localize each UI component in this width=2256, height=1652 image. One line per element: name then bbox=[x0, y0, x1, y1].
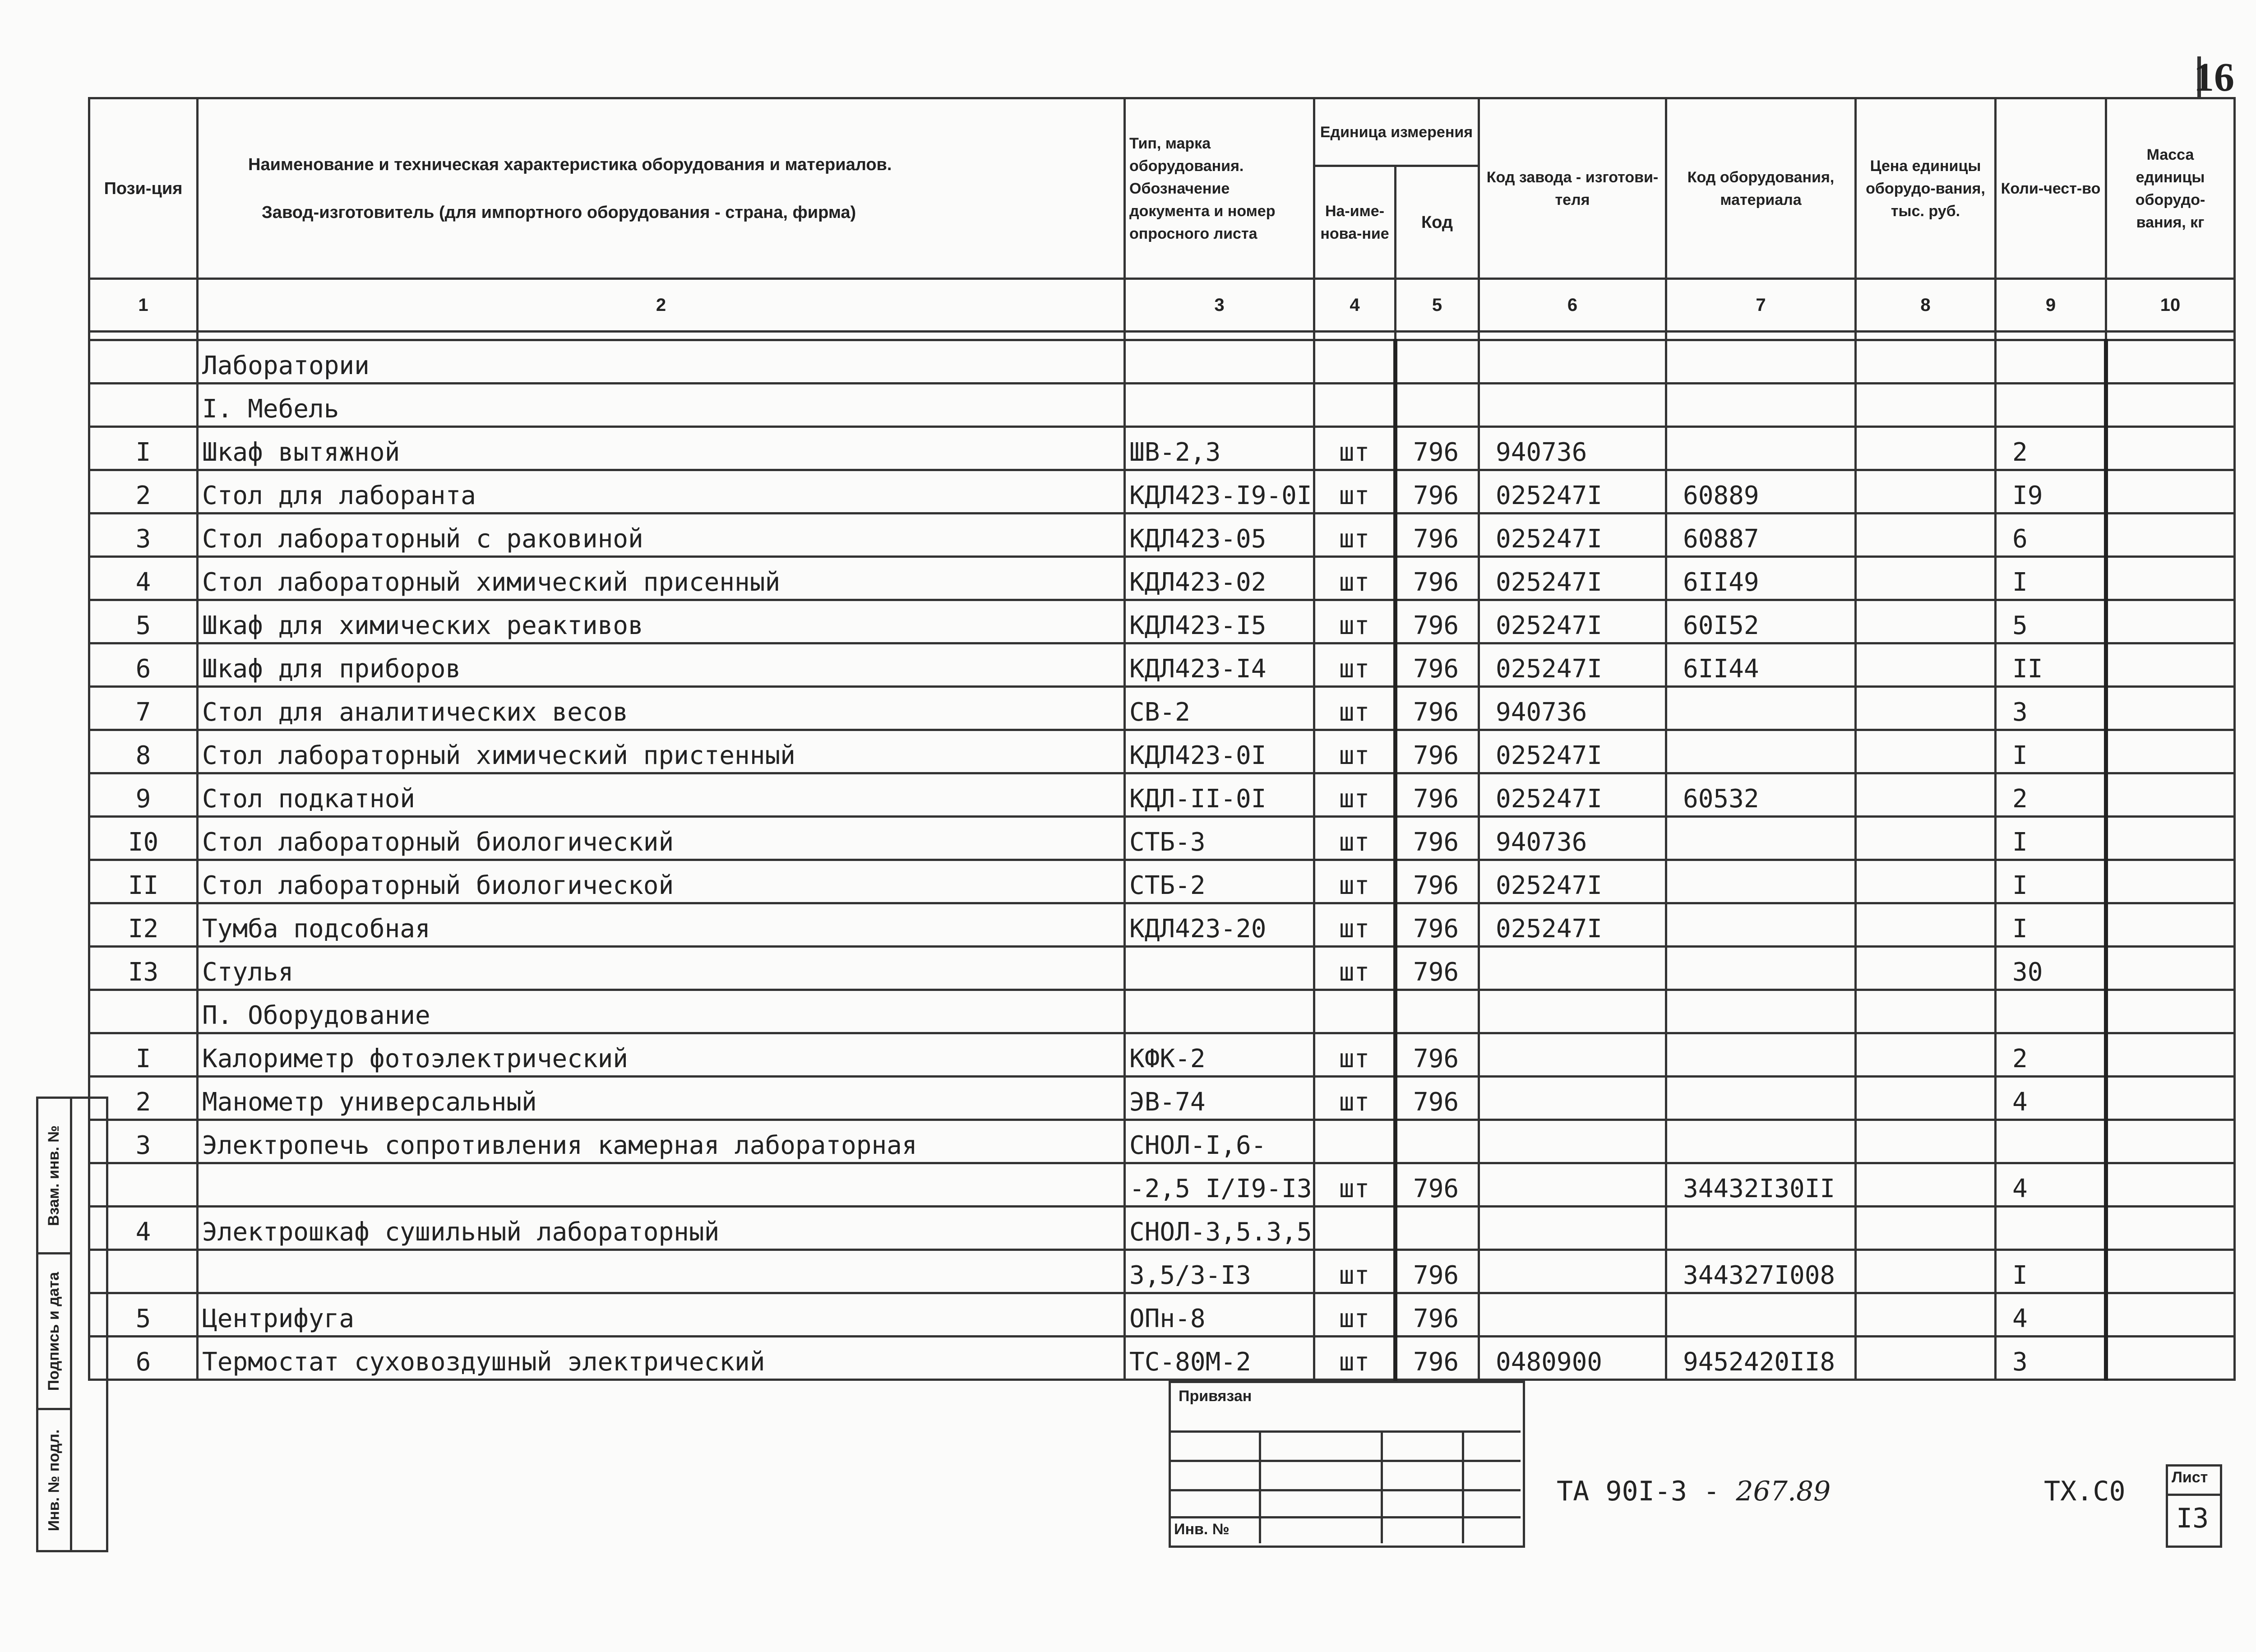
row-unit-code: 796 bbox=[1396, 1293, 1479, 1337]
row-name: Стулья bbox=[198, 947, 1125, 990]
header-unit: Единица измерения bbox=[1314, 98, 1479, 166]
row-manufacturer-code: 940736 bbox=[1479, 817, 1666, 860]
row-type-mark: СВ-2 bbox=[1125, 687, 1314, 730]
row-unit-code: 796 bbox=[1396, 427, 1479, 470]
row-position: 6 bbox=[89, 1337, 198, 1380]
column-number: 9 bbox=[1996, 279, 2106, 332]
row-manufacturer-code: 025247I bbox=[1479, 903, 1666, 947]
row-equipment-code bbox=[1666, 687, 1856, 730]
row-name: Стол лабораторный химический присенный bbox=[198, 557, 1125, 600]
row-name: Стол лабораторный с раковиной bbox=[198, 514, 1125, 557]
row-unit-name: шт bbox=[1314, 817, 1396, 860]
row-position: 5 bbox=[89, 1293, 198, 1337]
empty-cell bbox=[1125, 384, 1314, 427]
row-manufacturer-code bbox=[1479, 1163, 1666, 1207]
row-unit-name: шт bbox=[1314, 427, 1396, 470]
row-unit-name: шт bbox=[1314, 470, 1396, 514]
row-equipment-code bbox=[1666, 903, 1856, 947]
row-equipment-code bbox=[1666, 730, 1856, 773]
row-mass bbox=[2106, 1337, 2235, 1380]
table-row bbox=[89, 1337, 2235, 1380]
row-unit-name: шт bbox=[1314, 557, 1396, 600]
row-quantity bbox=[1996, 1207, 2106, 1250]
row-equipment-code bbox=[1666, 427, 1856, 470]
row-type-mark: 3,5/3-I3 bbox=[1125, 1250, 1314, 1293]
row-quantity: I bbox=[1996, 817, 2106, 860]
row-price bbox=[1856, 1293, 1996, 1337]
table-row bbox=[89, 1077, 2235, 1120]
column-number: 10 bbox=[2106, 279, 2235, 332]
table-row bbox=[89, 773, 2235, 817]
row-name: Тумба подсобная bbox=[198, 903, 1125, 947]
row-price bbox=[1856, 1337, 1996, 1380]
empty-cell bbox=[1314, 384, 1396, 427]
empty-cell bbox=[1396, 340, 1479, 384]
row-name: Стол для аналитических весов bbox=[198, 687, 1125, 730]
row-mass bbox=[2106, 730, 2235, 773]
row-unit-code: 796 bbox=[1396, 730, 1479, 773]
empty-cell bbox=[1996, 990, 2106, 1033]
column-number: 8 bbox=[1856, 279, 1996, 332]
row-position: I bbox=[89, 427, 198, 470]
row-type-mark: КДЛ423-I9-0I bbox=[1125, 470, 1314, 514]
row-unit-code: 796 bbox=[1396, 947, 1479, 990]
row-name: Электропечь сопротивления камерная лабораторная bbox=[198, 1120, 1125, 1163]
row-name: Шкаф для химических реактивов bbox=[198, 600, 1125, 643]
row-quantity: 4 bbox=[1996, 1163, 2106, 1207]
sidebar-original-inv: Инв. № подл. bbox=[45, 1429, 63, 1531]
row-manufacturer-code: 025247I bbox=[1479, 557, 1666, 600]
section-title: П. Оборудование bbox=[198, 990, 1125, 1033]
row-equipment-code: 6II49 bbox=[1666, 557, 1856, 600]
row-type-mark: ОПн-8 bbox=[1125, 1293, 1314, 1337]
row-type-mark bbox=[1125, 947, 1314, 990]
empty-cell bbox=[1856, 340, 1996, 384]
table-row bbox=[89, 1293, 2235, 1337]
row-mass bbox=[2106, 687, 2235, 730]
row-quantity: 2 bbox=[1996, 427, 2106, 470]
row-equipment-code: 344327I008 bbox=[1666, 1250, 1856, 1293]
row-unit-code: 796 bbox=[1396, 817, 1479, 860]
row-manufacturer-code bbox=[1479, 1293, 1666, 1337]
sheet-label: Лист bbox=[2172, 1469, 2208, 1486]
row-position: I3 bbox=[89, 947, 198, 990]
row-price bbox=[1856, 1120, 1996, 1163]
row-equipment-code bbox=[1666, 817, 1856, 860]
row-quantity: 3 bbox=[1996, 1337, 2106, 1380]
sheet-value: I3 bbox=[2176, 1503, 2209, 1534]
table-row bbox=[89, 817, 2235, 860]
row-type-mark: КДЛ423-20 bbox=[1125, 903, 1314, 947]
row-equipment-code: 60532 bbox=[1666, 773, 1856, 817]
row-price bbox=[1856, 643, 1996, 687]
row-quantity: 2 bbox=[1996, 1033, 2106, 1077]
row-equipment-code: 60I52 bbox=[1666, 600, 1856, 643]
row-position: I0 bbox=[89, 817, 198, 860]
row-unit-code: 796 bbox=[1396, 643, 1479, 687]
row-mass bbox=[2106, 903, 2235, 947]
sheet-box bbox=[2166, 1464, 2222, 1548]
row-position: 8 bbox=[89, 730, 198, 773]
row-name: Шкаф для приборов bbox=[198, 643, 1125, 687]
row-unit-code: 796 bbox=[1396, 557, 1479, 600]
section-row bbox=[89, 990, 2235, 1033]
row-manufacturer-code: 025247I bbox=[1479, 730, 1666, 773]
header-type-mark: Тип, марка оборудования. Обозначение документа и номер опросного листа bbox=[1125, 98, 1314, 279]
row-unit-code: 796 bbox=[1396, 903, 1479, 947]
row-price bbox=[1856, 687, 1996, 730]
row-type-mark: ТС-80М-2 bbox=[1125, 1337, 1314, 1380]
row-price bbox=[1856, 1033, 1996, 1077]
row-manufacturer-code: 025247I bbox=[1479, 773, 1666, 817]
header-quantity: Коли-чест-во bbox=[1996, 98, 2106, 279]
empty-cell bbox=[1996, 384, 2106, 427]
row-name: Центрифуга bbox=[198, 1293, 1125, 1337]
row-mass bbox=[2106, 643, 2235, 687]
row-unit-name: шт bbox=[1314, 1033, 1396, 1077]
row-equipment-code bbox=[1666, 1077, 1856, 1120]
row-type-mark: СТБ-2 bbox=[1125, 860, 1314, 903]
empty-cell bbox=[1856, 990, 1996, 1033]
row-equipment-code bbox=[1666, 1293, 1856, 1337]
row-quantity: 3 bbox=[1996, 687, 2106, 730]
table-body bbox=[89, 340, 2235, 1380]
row-position: 2 bbox=[89, 470, 198, 514]
sidebar-replacement-inv: Взам. инв. № bbox=[45, 1125, 63, 1226]
empty-cell bbox=[1479, 384, 1666, 427]
empty-cell bbox=[1666, 990, 1856, 1033]
row-quantity: 4 bbox=[1996, 1077, 2106, 1120]
specification-table bbox=[88, 97, 2236, 1381]
row-manufacturer-code bbox=[1479, 1033, 1666, 1077]
row-unit-name: шт bbox=[1314, 643, 1396, 687]
row-position: 3 bbox=[89, 514, 198, 557]
column-number: 6 bbox=[1479, 279, 1666, 332]
row-manufacturer-code bbox=[1479, 1207, 1666, 1250]
row-mass bbox=[2106, 773, 2235, 817]
sidebar-signature-date: Подпись и дата bbox=[45, 1272, 63, 1391]
row-name: Стол для лаборанта bbox=[198, 470, 1125, 514]
table-row bbox=[89, 687, 2235, 730]
row-manufacturer-code: 0480900 bbox=[1479, 1337, 1666, 1380]
row-position: 5 bbox=[89, 600, 198, 643]
row-mass bbox=[2106, 860, 2235, 903]
row-type-mark: КДЛ423-05 bbox=[1125, 514, 1314, 557]
row-price bbox=[1856, 947, 1996, 990]
empty-cell bbox=[1856, 384, 1996, 427]
row-unit-name: шт bbox=[1314, 903, 1396, 947]
row-mass bbox=[2106, 1163, 2235, 1207]
column-number: 2 bbox=[198, 279, 1125, 332]
row-manufacturer-code: 940736 bbox=[1479, 687, 1666, 730]
row-price bbox=[1856, 1163, 1996, 1207]
row-mass bbox=[2106, 1293, 2235, 1337]
row-manufacturer-code: 025247I bbox=[1479, 643, 1666, 687]
row-type-mark: СНОЛ-I,6- bbox=[1125, 1120, 1314, 1163]
row-equipment-code bbox=[1666, 1120, 1856, 1163]
row-position: 6 bbox=[89, 643, 198, 687]
table-row bbox=[89, 1163, 2235, 1207]
row-mass bbox=[2106, 1077, 2235, 1120]
row-position: 4 bbox=[89, 1207, 198, 1250]
row-name: Термостат суховоздушный электрический bbox=[198, 1337, 1125, 1380]
table-row bbox=[89, 860, 2235, 903]
row-unit-code: 796 bbox=[1396, 470, 1479, 514]
row-price bbox=[1856, 427, 1996, 470]
row-name: Шкаф вытяжной bbox=[198, 427, 1125, 470]
row-mass bbox=[2106, 470, 2235, 514]
table-row bbox=[89, 600, 2235, 643]
row-unit-code: 796 bbox=[1396, 1077, 1479, 1120]
row-type-mark: КДЛ423-I4 bbox=[1125, 643, 1314, 687]
empty-cell bbox=[1396, 384, 1479, 427]
row-unit-code: 796 bbox=[1396, 514, 1479, 557]
row-quantity: II bbox=[1996, 643, 2106, 687]
empty-cell bbox=[2106, 340, 2235, 384]
empty-cell bbox=[89, 340, 198, 384]
row-name: Стол лабораторный химический пристенный bbox=[198, 730, 1125, 773]
row-price bbox=[1856, 470, 1996, 514]
row-mass bbox=[2106, 427, 2235, 470]
row-unit-name bbox=[1314, 1120, 1396, 1163]
table-row bbox=[89, 947, 2235, 990]
row-unit-name: шт bbox=[1314, 1077, 1396, 1120]
row-mass bbox=[2106, 1250, 2235, 1293]
row-price bbox=[1856, 600, 1996, 643]
row-position: II bbox=[89, 860, 198, 903]
header-unit-mass: Масса единицы оборудо-вания, кг bbox=[2106, 98, 2235, 279]
row-equipment-code: 6II44 bbox=[1666, 643, 1856, 687]
row-unit-code bbox=[1396, 1120, 1479, 1163]
row-unit-name: шт bbox=[1314, 860, 1396, 903]
table-row bbox=[89, 1207, 2235, 1250]
section-title: I. Мебель bbox=[198, 384, 1125, 427]
row-quantity: 2 bbox=[1996, 773, 2106, 817]
row-equipment-code bbox=[1666, 947, 1856, 990]
row-name: Стол лабораторный биологический bbox=[198, 817, 1125, 860]
row-mass bbox=[2106, 600, 2235, 643]
row-price bbox=[1856, 1250, 1996, 1293]
row-equipment-code: 60887 bbox=[1666, 514, 1856, 557]
table-row bbox=[89, 427, 2235, 470]
row-position: 7 bbox=[89, 687, 198, 730]
row-price bbox=[1856, 1207, 1996, 1250]
header-manufacturer-code: Код завода - изготови-теля bbox=[1479, 98, 1666, 279]
row-type-mark: СНОЛ-3,5.3,5 bbox=[1125, 1207, 1314, 1250]
table-row bbox=[89, 1250, 2235, 1293]
table-row bbox=[89, 514, 2235, 557]
row-manufacturer-code: 025247I bbox=[1479, 514, 1666, 557]
row-quantity: I bbox=[1996, 730, 2106, 773]
row-equipment-code bbox=[1666, 860, 1856, 903]
row-unit-name: шт bbox=[1314, 1163, 1396, 1207]
row-name: Электрошкаф сушильный лабораторный bbox=[198, 1207, 1125, 1250]
empty-cell bbox=[89, 384, 198, 427]
table-row bbox=[89, 557, 2235, 600]
row-type-mark: КДЛ423-0I bbox=[1125, 730, 1314, 773]
row-manufacturer-code bbox=[1479, 1077, 1666, 1120]
row-name bbox=[198, 1250, 1125, 1293]
empty-cell bbox=[1666, 384, 1856, 427]
header-name: Наименование и техническая характеристика оборудования и материалов. Завод-изготовитель (для импортного оборудования - страна, фирма) bbox=[198, 98, 1125, 279]
approval-sidebar bbox=[36, 1097, 108, 1552]
row-price bbox=[1856, 514, 1996, 557]
row-quantity: I bbox=[1996, 1250, 2106, 1293]
table-row bbox=[89, 1120, 2235, 1163]
row-quantity: I bbox=[1996, 860, 2106, 903]
table-row bbox=[89, 1033, 2235, 1077]
row-price bbox=[1856, 1077, 1996, 1120]
table-row bbox=[89, 470, 2235, 514]
row-unit-name: шт bbox=[1314, 1337, 1396, 1380]
row-mass bbox=[2106, 1033, 2235, 1077]
row-unit-name: шт bbox=[1314, 1250, 1396, 1293]
row-mass bbox=[2106, 557, 2235, 600]
row-quantity: 6 bbox=[1996, 514, 2106, 557]
empty-cell bbox=[1125, 990, 1314, 1033]
row-unit-code: 796 bbox=[1396, 1033, 1479, 1077]
section-row bbox=[89, 384, 2235, 427]
row-unit-code: 796 bbox=[1396, 1163, 1479, 1207]
section-title: Лаборатории bbox=[198, 340, 1125, 384]
row-type-mark: СТБ-3 bbox=[1125, 817, 1314, 860]
row-unit-code: 796 bbox=[1396, 687, 1479, 730]
row-mass bbox=[2106, 1120, 2235, 1163]
row-unit-code: 796 bbox=[1396, 773, 1479, 817]
row-unit-name: шт bbox=[1314, 1293, 1396, 1337]
empty-cell bbox=[2106, 384, 2235, 427]
row-manufacturer-code: 025247I bbox=[1479, 600, 1666, 643]
row-unit-name: шт bbox=[1314, 730, 1396, 773]
header-unit-price: Цена единицы оборудо-вания, тыс. руб. bbox=[1856, 98, 1996, 279]
row-type-mark: ЭВ-74 bbox=[1125, 1077, 1314, 1120]
row-unit-name: шт bbox=[1314, 773, 1396, 817]
empty-cell bbox=[2106, 990, 2235, 1033]
row-quantity: 4 bbox=[1996, 1293, 2106, 1337]
table-row bbox=[89, 730, 2235, 773]
document-mark: ТХ.С0 bbox=[2044, 1476, 2126, 1507]
row-manufacturer-code: 940736 bbox=[1479, 427, 1666, 470]
empty-cell bbox=[1125, 340, 1314, 384]
empty-cell bbox=[1396, 990, 1479, 1033]
header-unit-code: Код bbox=[1396, 166, 1479, 279]
row-unit-code: 796 bbox=[1396, 860, 1479, 903]
stamp-bound-label: Привязан bbox=[1179, 1388, 1252, 1405]
row-equipment-code: 9452420II8 bbox=[1666, 1337, 1856, 1380]
row-unit-name: шт bbox=[1314, 947, 1396, 990]
row-quantity: I bbox=[1996, 557, 2106, 600]
row-type-mark: -2,5 I/I9-I3 bbox=[1125, 1163, 1314, 1207]
column-number: 3 bbox=[1125, 279, 1314, 332]
row-position: 4 bbox=[89, 557, 198, 600]
sheet-number: 16 bbox=[2194, 55, 2234, 100]
row-price bbox=[1856, 817, 1996, 860]
row-unit-code: 796 bbox=[1396, 600, 1479, 643]
stamp-inv-label: Инв. № bbox=[1174, 1521, 1230, 1538]
row-unit-name bbox=[1314, 1207, 1396, 1250]
empty-cell bbox=[1996, 340, 2106, 384]
column-number: 7 bbox=[1666, 279, 1856, 332]
row-manufacturer-code: 025247I bbox=[1479, 470, 1666, 514]
row-type-mark: КФК-2 bbox=[1125, 1033, 1314, 1077]
row-quantity: I bbox=[1996, 903, 2106, 947]
row-mass bbox=[2106, 947, 2235, 990]
row-price bbox=[1856, 903, 1996, 947]
row-unit-name: шт bbox=[1314, 687, 1396, 730]
row-type-mark: ШВ-2,3 bbox=[1125, 427, 1314, 470]
row-mass bbox=[2106, 1207, 2235, 1250]
row-name: Манометр универсальный bbox=[198, 1077, 1125, 1120]
row-price bbox=[1856, 730, 1996, 773]
empty-cell bbox=[89, 990, 198, 1033]
row-manufacturer-code bbox=[1479, 947, 1666, 990]
row-position: 9 bbox=[89, 773, 198, 817]
row-quantity: 5 bbox=[1996, 600, 2106, 643]
row-quantity: 30 bbox=[1996, 947, 2106, 990]
row-name: Калориметр фотоэлектрический bbox=[198, 1033, 1125, 1077]
row-mass bbox=[2106, 817, 2235, 860]
empty-cell bbox=[1666, 340, 1856, 384]
row-equipment-code bbox=[1666, 1033, 1856, 1077]
row-name: Стол лабораторный биологической bbox=[198, 860, 1125, 903]
row-position: I bbox=[89, 1033, 198, 1077]
row-unit-code bbox=[1396, 1207, 1479, 1250]
row-name: Стол подкатной bbox=[198, 773, 1125, 817]
row-position: 2 bbox=[89, 1077, 198, 1120]
row-price bbox=[1856, 557, 1996, 600]
column-number: 5 bbox=[1396, 279, 1479, 332]
table-row bbox=[89, 903, 2235, 947]
row-name bbox=[198, 1163, 1125, 1207]
section-row bbox=[89, 340, 2235, 384]
empty-cell bbox=[1314, 340, 1396, 384]
row-position: 3 bbox=[89, 1120, 198, 1163]
row-unit-name: шт bbox=[1314, 600, 1396, 643]
binding-stamp bbox=[1169, 1381, 1525, 1546]
row-unit-code: 796 bbox=[1396, 1250, 1479, 1293]
empty-cell bbox=[1479, 990, 1666, 1033]
row-type-mark: КДЛ423-I5 bbox=[1125, 600, 1314, 643]
header-unit-name: На-име-нова-ние bbox=[1314, 166, 1396, 279]
document-code: ТА 90I-3 - 267.89 bbox=[1557, 1476, 1831, 1507]
row-manufacturer-code: 025247I bbox=[1479, 860, 1666, 903]
row-price bbox=[1856, 773, 1996, 817]
row-manufacturer-code bbox=[1479, 1250, 1666, 1293]
column-number: 4 bbox=[1314, 279, 1396, 332]
row-quantity: I9 bbox=[1996, 470, 2106, 514]
header-position: Пози-ция bbox=[89, 98, 198, 279]
row-type-mark: КДЛ423-02 bbox=[1125, 557, 1314, 600]
table-row bbox=[89, 643, 2235, 687]
row-equipment-code bbox=[1666, 1207, 1856, 1250]
header-equipment-code: Код оборудования, материала bbox=[1666, 98, 1856, 279]
row-type-mark: КДЛ-II-0I bbox=[1125, 773, 1314, 817]
row-position: I2 bbox=[89, 903, 198, 947]
row-equipment-code: 34432I30II bbox=[1666, 1163, 1856, 1207]
row-unit-code: 796 bbox=[1396, 1337, 1479, 1380]
empty-cell bbox=[1479, 340, 1666, 384]
empty-cell bbox=[1314, 990, 1396, 1033]
row-unit-name: шт bbox=[1314, 514, 1396, 557]
row-price bbox=[1856, 860, 1996, 903]
row-quantity bbox=[1996, 1120, 2106, 1163]
row-mass bbox=[2106, 514, 2235, 557]
row-equipment-code: 60889 bbox=[1666, 470, 1856, 514]
column-number: 1 bbox=[89, 279, 198, 332]
row-manufacturer-code bbox=[1479, 1120, 1666, 1163]
